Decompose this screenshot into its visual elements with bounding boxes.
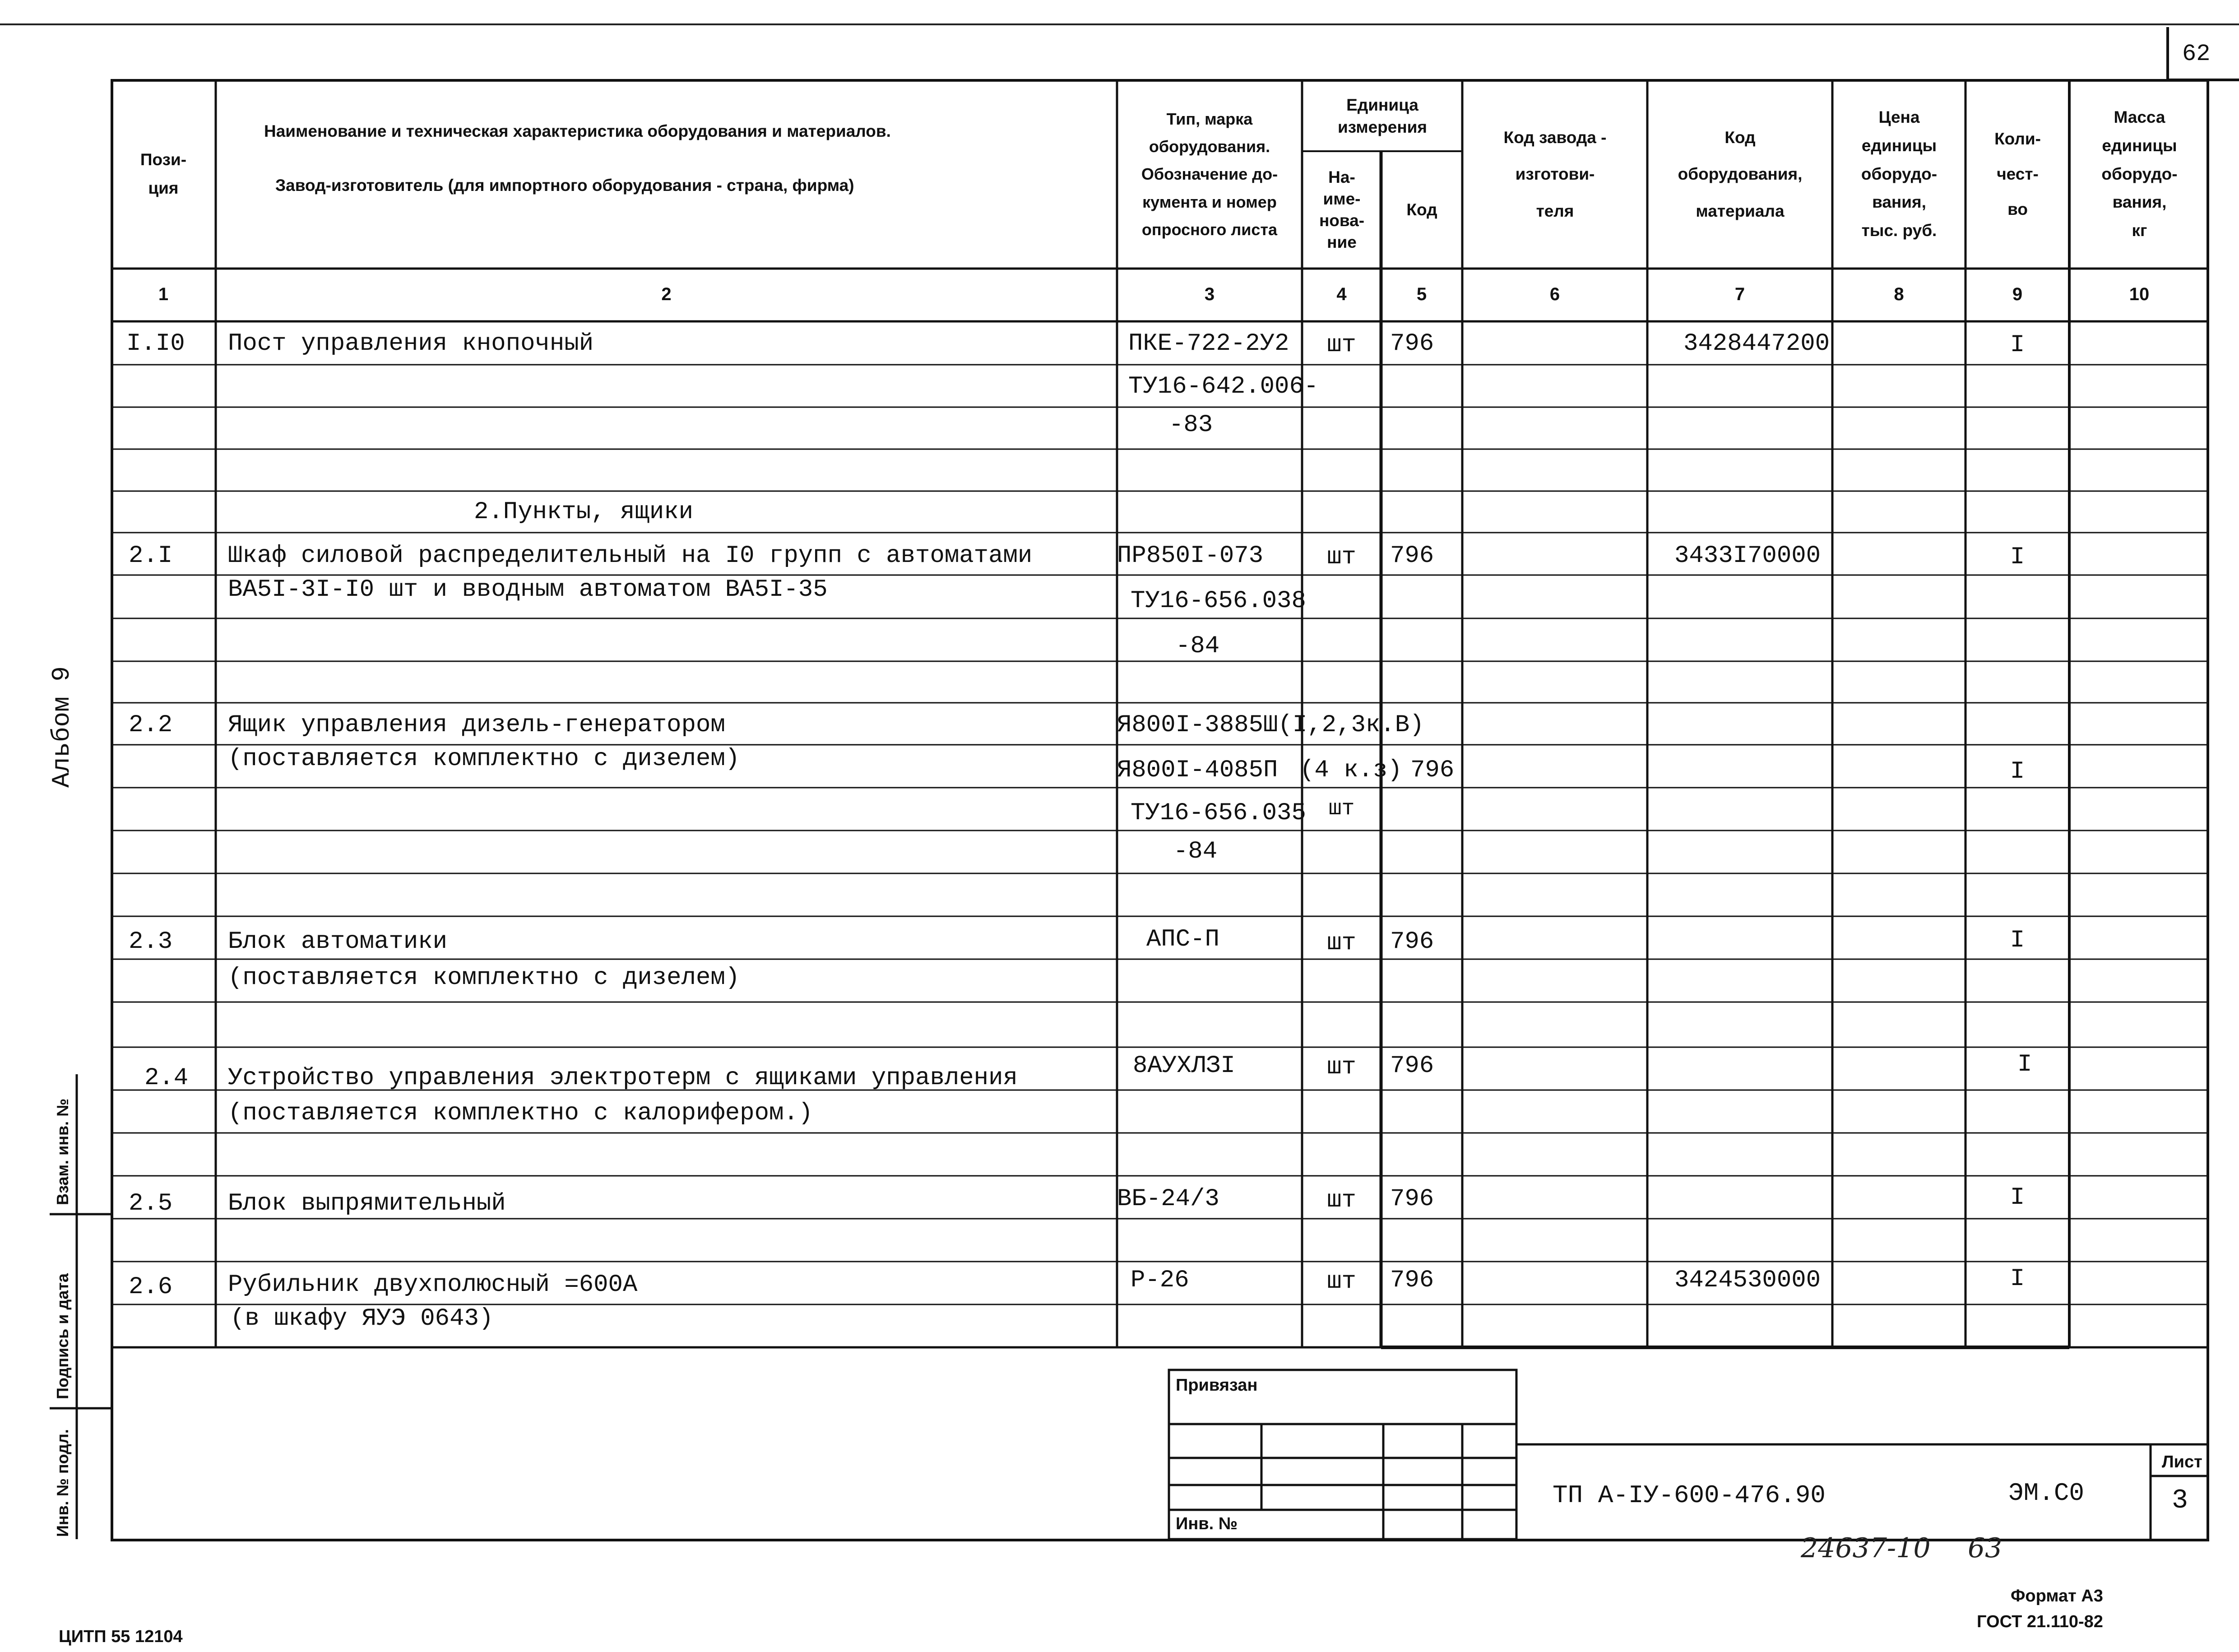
row-unit-code: 796 (1390, 1185, 1434, 1213)
row-type: ПКЕ-722-2У2 (1128, 330, 1289, 357)
row-unit: шт (1328, 797, 1355, 821)
header-mass: Масса единицы оборудо- вания, кг (2101, 107, 2178, 240)
row-unit-code: 796 (1410, 756, 1455, 784)
row-name: Блок выпрямительный (228, 1190, 506, 1217)
row-unit: шт (1327, 331, 1356, 359)
header-type: Тип, марка оборудования. Обозначение до- кумента и номер опросного листа (1141, 110, 1278, 239)
format-label: Формат А3 (2011, 1587, 2103, 1606)
column-number: 2 (661, 284, 672, 304)
column-number: 1 (158, 284, 169, 304)
column-number: 4 (1336, 284, 1347, 304)
row-unit-code: 796 (1390, 928, 1434, 956)
cipt-label: ЦИТП 55 12104 (59, 1627, 183, 1646)
header-name-line1: Наименование и техническая характеристика оборудования и материалов. (264, 122, 891, 140)
row-type: АПС-П (1146, 926, 1220, 953)
section-heading: 2.Пункты, ящики (474, 498, 694, 526)
column-number: 8 (1894, 284, 1904, 304)
row-unit: шт (1327, 1053, 1356, 1081)
row-name: Рубильник двухполюсный =600А (228, 1271, 638, 1299)
row-type: -83 (1169, 411, 1213, 439)
header-qty: Коли- чест- во (1994, 130, 2041, 218)
row-unit: шт (1327, 1187, 1356, 1214)
header-unit-code: Код (1406, 200, 1437, 219)
row-name: (поставляется комплектно с калорифером.) (228, 1100, 813, 1127)
row-unit: (4 к.з) (1300, 756, 1402, 784)
row-name: Ящик управления дизель-генератором (228, 711, 725, 739)
side-stamp-sign-date: Подпись и дата (53, 1273, 72, 1399)
row-name: Устройство управления электротерм с ящиками управления (228, 1064, 1018, 1092)
sheet-label: Лист (2162, 1452, 2202, 1471)
header-unit: Единица измерения (1337, 96, 1428, 136)
column-number: 7 (1734, 284, 1745, 304)
row-position: I.I0 (126, 330, 185, 357)
row-name: (поставляется комплектно с дизелем) (228, 745, 740, 773)
row-type: ТУ16-642.006- (1128, 373, 1319, 400)
row-type: Я800I-3885Ш(I,2,3к.В) (1117, 711, 1424, 739)
row-name: ВА5I-3I-I0 шт и вводным автоматом ВА5I-35 (228, 576, 828, 603)
column-number: 9 (2012, 284, 2023, 304)
row-unit-code: 796 (1390, 1052, 1434, 1080)
row-position: 2.2 (129, 711, 173, 739)
row-equipment-code: 3428447200 (1683, 330, 1830, 357)
sheet-number: 3 (2171, 1485, 2188, 1516)
side-stamp-swap-inv: Взам. инв. № (53, 1098, 72, 1205)
row-type: ПР850I-073 (1117, 542, 1264, 570)
column-number: 10 (2129, 284, 2150, 304)
row-type: ВБ-24/3 (1117, 1185, 1219, 1213)
row-name: Шкаф силовой распределительный на I0 групп с автоматами (228, 542, 1033, 570)
side-stamp-orig-inv: Инв. № подл. (53, 1429, 72, 1537)
row-position: 2.I (129, 542, 173, 570)
header-name-line2: Завод-изготовитель (для импортного оборудования - страна, фирма) (275, 176, 854, 195)
row-name: Блок автоматики (228, 928, 448, 956)
row-name: (в шкафу ЯУЭ 0643) (230, 1305, 494, 1332)
column-number: 5 (1416, 284, 1427, 304)
column-number: 3 (1204, 284, 1215, 304)
row-equipment-code: 3433I70000 (1674, 542, 1821, 570)
binding-inv-label: Инв. № (1176, 1514, 1238, 1533)
row-name: Пост управления кнопочный (228, 330, 594, 357)
row-position: 2.5 (129, 1190, 173, 1217)
row-type: -84 (1173, 838, 1218, 865)
header-equipment-code: Код оборудования, материала (1678, 128, 1803, 220)
row-qty: I (2010, 1184, 2025, 1211)
row-type: Р-26 (1131, 1267, 1189, 1294)
row-qty: I (2010, 543, 2025, 571)
page-number: 62 (2182, 41, 2211, 67)
document-code: ТП А-IУ-600-476.90 (1553, 1481, 1826, 1510)
row-qty: I (2010, 927, 2025, 954)
row-qty: I (2010, 1265, 2025, 1293)
row-type: -84 (1176, 632, 1220, 660)
row-unit-code: 796 (1390, 1267, 1434, 1294)
header-position: Пози- ция (140, 150, 187, 197)
row-position: 2.6 (129, 1273, 173, 1301)
row-name: (поставляется комплектно с дизелем) (228, 964, 740, 992)
row-type: ТУ16-656.035 (1131, 799, 1306, 827)
row-position: 2.3 (129, 928, 173, 956)
row-unit-code: 796 (1390, 542, 1434, 570)
album-label: Альбом 9 (47, 666, 76, 788)
binding-tied-label: Привязан (1176, 1376, 1258, 1395)
row-qty: I (2010, 331, 2025, 359)
header-unit-name: На- име- нова- ние (1319, 167, 1365, 252)
row-position: 2.4 (144, 1064, 189, 1092)
row-unit: шт (1327, 543, 1356, 571)
row-equipment-code: 3424530000 (1674, 1267, 1821, 1294)
row-unit: шт (1327, 1268, 1356, 1295)
row-qty: I (2010, 758, 2025, 785)
row-type: 8АУХЛЗI (1133, 1052, 1235, 1080)
column-number: 6 (1549, 284, 1560, 304)
handwritten-code: 24637-10 (1801, 1532, 1931, 1564)
header-plant-code: Код завода - изготови- теля (1503, 128, 1607, 220)
row-unit: шт (1327, 929, 1356, 957)
gost-label: ГОСТ 21.110-82 (1977, 1612, 2103, 1631)
row-unit-code: 796 (1390, 330, 1434, 357)
row-type: Я800I-4085П (1117, 756, 1278, 784)
row-qty: I (2017, 1051, 2032, 1078)
document-mark: ЭМ.С0 (2008, 1479, 2085, 1508)
row-type: ТУ16-656.038 (1131, 587, 1306, 615)
header-price: Цена единицы оборудо- вания, тыс. руб. (1861, 107, 1938, 240)
handwritten-page: 63 (1968, 1532, 2003, 1564)
